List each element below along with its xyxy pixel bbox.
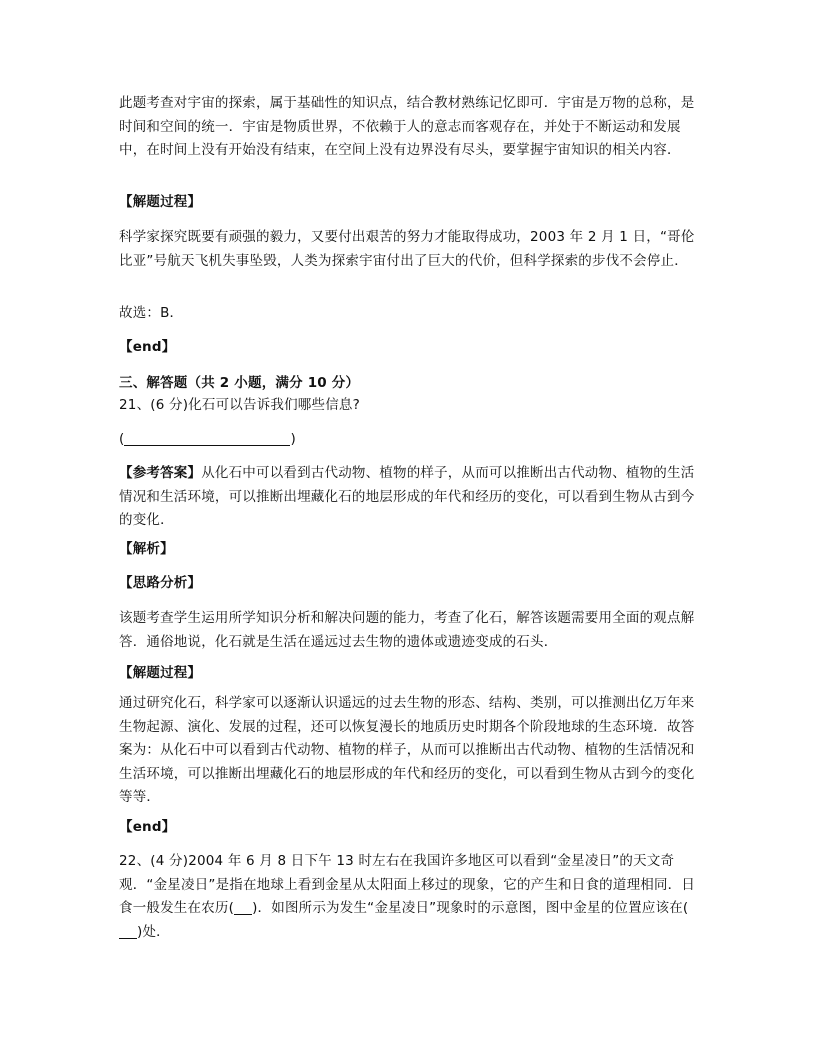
- section-title: 三、解答题（共 2 小题，满分 10 分）: [119, 375, 360, 391]
- answer-blank-line: [124, 430, 290, 446]
- q21-question: 21、(6 分)化石可以告诉我们哪些信息?: [119, 397, 360, 413]
- q21-end-marker: 【end】: [119, 819, 176, 835]
- q22-text-part2: )．如图所示为发生“金星凌日”现象时的示意图，图中金星的位置应该在(: [252, 900, 689, 916]
- q22-text-part3: )处．: [137, 923, 170, 940]
- ref-answer-label: 【参考答案】: [119, 465, 202, 481]
- q22-question: [119, 850, 699, 944]
- q20-solution-text: 科学家探究既要有顽强的毅力，又要付出艰苦的努力才能取得成功，2003 年 2 月 1 日，“哥伦比亚”号航天飞机失事坠毁，人类为探索宇宙付出了巨大的代价，但科学探索的步伐不会停止．: [119, 229, 695, 269]
- q22-blank-2: [119, 923, 137, 939]
- ref-answer-text: 从化石中可以看到古代动物、植物的样子，从而可以推断出古代动物、植物的生活情况和生活环境，可以推断出埋藏化石的地层形成的年代和经历的变化，可以看到生物从古到今的变化．: [119, 465, 695, 528]
- paren-close: ): [290, 431, 296, 447]
- q21-thinking-text: 该题考查学生运用所学知识分析和解决问题的能力，考查了化石，解答该题需要用全面的观点解答．通俗地说，化石就是生活在遥远过去生物的遗体或遗迹变成的石头．: [119, 610, 695, 650]
- analysis-paragraph: 此题考查对宇宙的探索，属于基础性的知识点，结合教材熟练记忆即可．宇宙是万物的总称，是时间和空间的统一．宇宙是物质世界，不依赖于人的意志而客观存在，并处于不断运动和发展中，在时间上没有开始没有结束，在空间上没有边界没有尽头，要掌握宇宙知识的相关内容．: [119, 95, 695, 158]
- q22-text-part1: 22、(4 分)2004 年 6 月 8 日下午 13 时左右在我国许多地区可以看到“金星凌日”的天文奇观．“金星凌日”是指在地球上看到金星从太阳面上移过的现象，它的产生和日食的道理相同．日食一般发生在农历(: [119, 853, 696, 916]
- q21-answer-blank: [119, 428, 699, 452]
- q21-reference-answer: [119, 462, 699, 533]
- q21-solution-text: 通过研究化石，科学家可以逐渐认识遥远的过去生物的形态、结构、类别，可以推测出亿万年来生物起源、演化、发展的过程，还可以恢复漫长的地质历史时期各个阶段地球的生态环境．故答案为：从化石中可以看到古代动物、植物的样子，从而可以推断出古代动物、植物的生活情况和生活环境，可以推断出埋藏化石的地层形成的年代和经历的变化，可以看到生物从古到今的变化等等．: [119, 695, 695, 805]
- q20-solution-heading: 【解题过程】: [119, 194, 202, 210]
- q20-end-marker: 【end】: [119, 339, 176, 355]
- q22-blank-1: [234, 899, 252, 915]
- q20-choice: 故选：B．: [119, 305, 184, 321]
- q21-solution-heading: 【解题过程】: [119, 665, 202, 681]
- paren-open: (: [119, 431, 125, 447]
- q21-thinking-heading: 【思路分析】: [119, 575, 202, 591]
- q21-analysis-heading: 【解析】: [119, 541, 174, 557]
